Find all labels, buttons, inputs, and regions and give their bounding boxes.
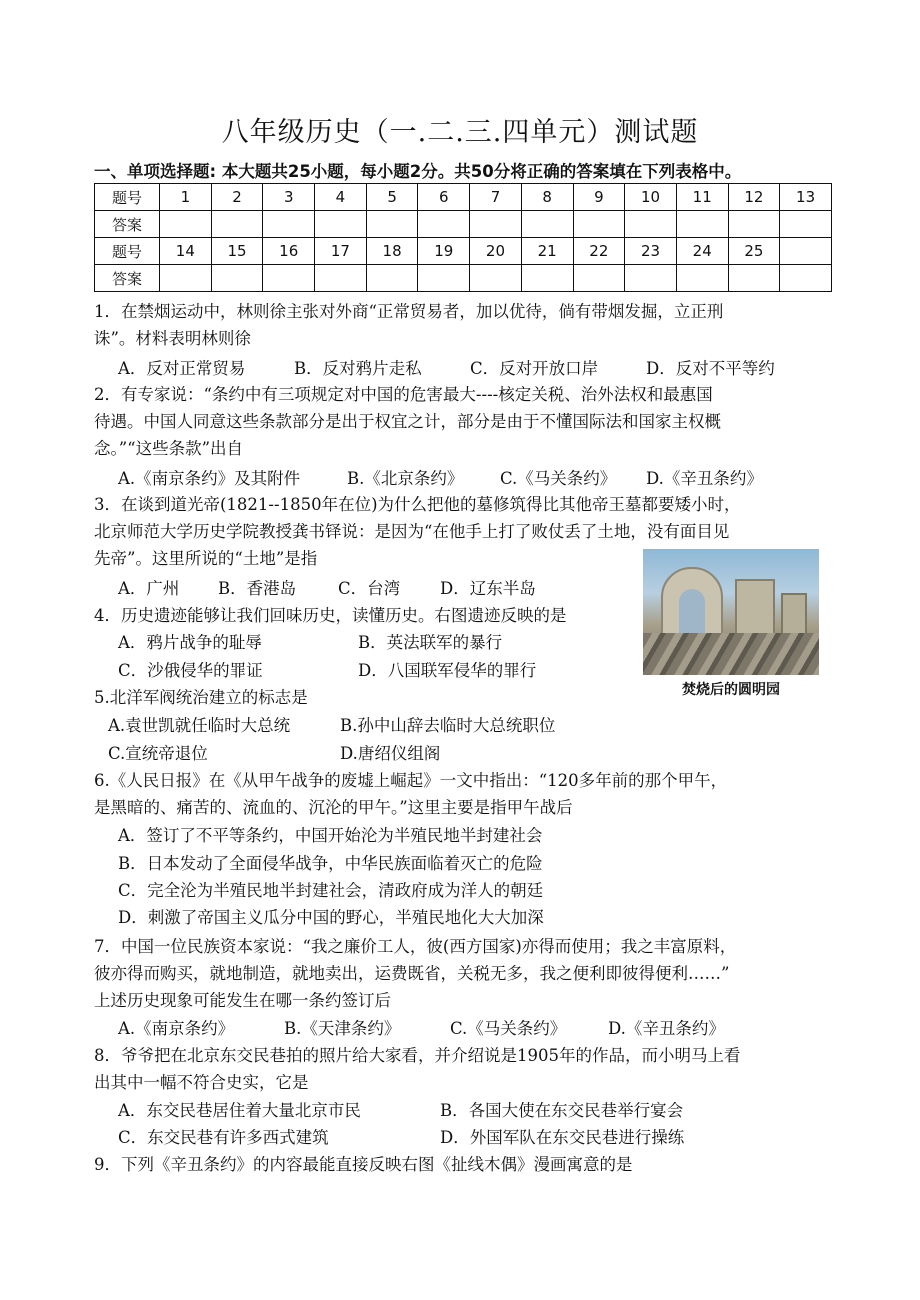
question-4-option-a[interactable]: A．鸦片战争的耻辱 <box>118 633 262 652</box>
question-number-cell <box>780 238 832 265</box>
question-number-cell: 19 <box>418 238 470 265</box>
page-title: 八年级历史（一.二.三.四单元）测试题 <box>221 117 699 148</box>
question-number-cell: 4 <box>315 184 367 211</box>
answer-cell[interactable] <box>211 265 263 292</box>
question-line: 北京师范大学历史学院教授龚书铎说：是因为“在他手上打了败仗丢了土地，没有面目见 <box>94 522 730 541</box>
question-5-option-d[interactable]: D.唐绍仪组阁 <box>340 744 441 763</box>
answer-cell[interactable] <box>573 211 625 238</box>
question-number-cell: 10 <box>625 184 677 211</box>
answer-table <box>94 183 832 292</box>
question-4-option-c[interactable]: C．沙俄侵华的罪证 <box>118 661 263 680</box>
question-number-cell: 9 <box>573 184 625 211</box>
answer-cell[interactable] <box>470 265 522 292</box>
answer-cell[interactable] <box>418 211 470 238</box>
answer-cell[interactable] <box>160 265 212 292</box>
question-6-option-c[interactable]: C．完全沦为半殖民地半封建社会，清政府成为洋人的朝廷 <box>118 881 544 900</box>
question-3-option-b[interactable]: B．香港岛 <box>218 579 297 598</box>
question-number-cell: 23 <box>625 238 677 265</box>
question-line: 5.北洋军阀统治建立的标志是 <box>94 688 308 707</box>
answer-cell[interactable] <box>676 211 728 238</box>
table-row <box>95 238 832 265</box>
question-9-text <box>94 1151 834 1178</box>
question-line: 诛”。材料表明林则徐 <box>94 329 251 348</box>
question-number-cell: 18 <box>366 238 418 265</box>
answer-cell[interactable] <box>625 211 677 238</box>
question-7-option-d[interactable]: D.《辛丑条约》 <box>608 1019 725 1038</box>
answer-cell[interactable] <box>418 265 470 292</box>
answer-cell[interactable] <box>728 211 780 238</box>
question-2-option-b[interactable]: B.《北京条约》 <box>347 469 464 488</box>
question-line: 彼亦得而购买，就地制造，就地卖出，运费既省，关税无多，我之便利即彼得便利……” <box>94 964 730 983</box>
question-2-text <box>94 381 834 462</box>
question-number-cell: 5 <box>366 184 418 211</box>
question-line: 8．爷爷把在北京东交民巷拍的照片给大家看，并介绍说是1905年的作品，而小明马上看 <box>94 1046 741 1065</box>
question-number-cell: 25 <box>728 238 780 265</box>
table-row <box>95 265 832 292</box>
question-line: 7．中国一位民族资本家说：“我之廉价工人，彼(西方国家)亦得而使用；我之丰富原料， <box>94 937 737 956</box>
question-6-option-a[interactable]: A．签订了不平等条约，中国开始沦为半殖民地半封建社会 <box>118 826 543 845</box>
answer-cell[interactable] <box>211 211 263 238</box>
question-5-option-b[interactable]: B.孙中山辞去临时大总统职位 <box>340 716 556 735</box>
figure-caption: 焚烧后的圆明园 <box>682 682 780 698</box>
question-7-text <box>94 933 834 1014</box>
answer-cell[interactable] <box>315 265 367 292</box>
question-8-option-b[interactable]: B．各国大使在东交民巷举行宴会 <box>440 1101 684 1120</box>
answer-cell[interactable] <box>521 211 573 238</box>
question-line: 念。”“这些条款”出自 <box>94 439 244 458</box>
question-3-option-c[interactable]: C．台湾 <box>338 579 401 598</box>
answer-cell[interactable] <box>625 265 677 292</box>
question-line: 3．在谈到道光帝(1821--1850年在位)为什么把他的墓修筑得比其他帝王墓都要矮小时， <box>94 495 741 514</box>
question-number-cell: 13 <box>780 184 832 211</box>
answer-cell[interactable] <box>573 265 625 292</box>
question-number-cell: 22 <box>573 238 625 265</box>
question-line: 上述历史现象可能发生在哪一条约签订后 <box>94 991 391 1010</box>
answer-cell[interactable] <box>315 211 367 238</box>
question-3-option-d[interactable]: D．辽东半岛 <box>440 579 536 598</box>
question-line: 待遇。中国人同意这些条款部分是出于权宜之计，部分是由于不懂国际法和国家主权概 <box>94 412 721 431</box>
table-row <box>95 211 832 238</box>
question-number-cell: 3 <box>263 184 315 211</box>
answer-cell[interactable] <box>521 265 573 292</box>
question-1-option-d[interactable]: D．反对不平等约 <box>646 359 775 378</box>
question-number-cell: 7 <box>470 184 522 211</box>
question-number-cell: 8 <box>521 184 573 211</box>
question-8-option-c[interactable]: C．东交民巷有许多西式建筑 <box>118 1128 329 1147</box>
row-label: 题号 <box>95 184 160 211</box>
answer-cell[interactable] <box>676 265 728 292</box>
question-number-cell: 11 <box>676 184 728 211</box>
question-5-option-c[interactable]: C.宣统帝退位 <box>108 744 208 763</box>
question-6-option-d[interactable]: D．刺激了帝国主义瓜分中国的野心，半殖民地化大大加深 <box>118 908 544 927</box>
answer-cell[interactable] <box>366 211 418 238</box>
question-5-text <box>94 684 834 711</box>
ruins-photo-icon <box>643 549 819 675</box>
question-2-option-d[interactable]: D.《辛丑条约》 <box>646 469 763 488</box>
question-2-option-a[interactable]: A.《南京条约》及其附件 <box>118 469 301 488</box>
question-4-option-b[interactable]: B．英法联军的暴行 <box>358 633 503 652</box>
question-number-cell: 2 <box>211 184 263 211</box>
question-number-cell: 1 <box>160 184 212 211</box>
question-4-text <box>94 602 634 629</box>
question-number-cell: 14 <box>160 238 212 265</box>
answer-cell[interactable] <box>263 211 315 238</box>
question-8-option-a[interactable]: A．东交民巷居住着大量北京市民 <box>118 1101 361 1120</box>
row-label: 答案 <box>95 265 160 292</box>
question-1-option-b[interactable]: B．反对鸦片走私 <box>294 359 422 378</box>
answer-cell[interactable] <box>366 265 418 292</box>
question-line: 4．历史遗迹能够让我们回味历史，读懂历史。右图遗迹反映的是 <box>94 606 567 625</box>
question-6-option-b[interactable]: B．日本发动了全面侵华战争，中华民族面临着灭亡的危险 <box>118 854 543 873</box>
question-1-text <box>94 298 834 352</box>
answer-cell[interactable] <box>728 265 780 292</box>
question-8-text <box>94 1042 834 1096</box>
question-6-text <box>94 767 834 821</box>
answer-cell[interactable] <box>160 211 212 238</box>
question-number-cell: 17 <box>315 238 367 265</box>
question-3-option-a[interactable]: A．广州 <box>118 579 180 598</box>
question-number-cell: 21 <box>521 238 573 265</box>
answer-cell[interactable] <box>263 265 315 292</box>
question-line: 9．下列《辛丑条约》的内容最能直接反映右图《扯线木偶》漫画寓意的是 <box>94 1155 633 1174</box>
question-number-cell: 15 <box>211 238 263 265</box>
question-line: 2．有专家说：“条约中有三项规定对中国的危害最大----核定关税、治外法权和最惠国 <box>94 385 713 404</box>
answer-cell[interactable] <box>470 211 522 238</box>
question-7-option-b[interactable]: B.《天津条约》 <box>284 1019 401 1038</box>
question-number-cell: 16 <box>263 238 315 265</box>
table-row <box>95 184 832 211</box>
question-7-option-a[interactable]: A.《南京条约》 <box>118 1019 235 1038</box>
question-1-option-a[interactable]: A．反对正常贸易 <box>118 359 246 378</box>
question-8-option-d[interactable]: D．外国军队在东交民巷进行操练 <box>440 1128 685 1147</box>
question-line: 先帝”。这里所说的“土地”是指 <box>94 549 318 568</box>
question-line: 1．在禁烟运动中，林则徐主张对外商“正常贸易者，加以优待，倘有带烟发掘，立正刑 <box>94 302 724 321</box>
section-instructions: 一、单项选择题: 本大题共25小题，每小题2分。共50分将正确的答案填在下列表格中。 <box>94 162 742 181</box>
question-line: 是黑暗的、痛苦的、流血的、沉沦的甲午。”这里主要是指甲午战后 <box>94 798 573 817</box>
question-number-cell: 12 <box>728 184 780 211</box>
answer-cell[interactable] <box>780 211 832 238</box>
row-label: 题号 <box>95 238 160 265</box>
question-number-cell: 6 <box>418 184 470 211</box>
row-label: 答案 <box>95 211 160 238</box>
question-2-option-c[interactable]: C.《马关条约》 <box>500 469 617 488</box>
question-5-option-a[interactable]: A.袁世凯就任临时大总统 <box>108 716 291 735</box>
question-1-option-c[interactable]: C．反对开放口岸 <box>470 359 599 378</box>
question-number-cell: 20 <box>470 238 522 265</box>
question-4-option-d[interactable]: D．八国联军侵华的罪行 <box>358 661 537 680</box>
question-line: 出其中一幅不符合史实，它是 <box>94 1073 309 1092</box>
question-line: 6.《人民日报》在《从甲午战争的废墟上崛起》一文中指出：“120多年前的那个甲午， <box>94 771 728 790</box>
answer-cell[interactable] <box>780 265 832 292</box>
question-7-option-c[interactable]: C.《马关条约》 <box>450 1019 567 1038</box>
question-number-cell: 24 <box>676 238 728 265</box>
